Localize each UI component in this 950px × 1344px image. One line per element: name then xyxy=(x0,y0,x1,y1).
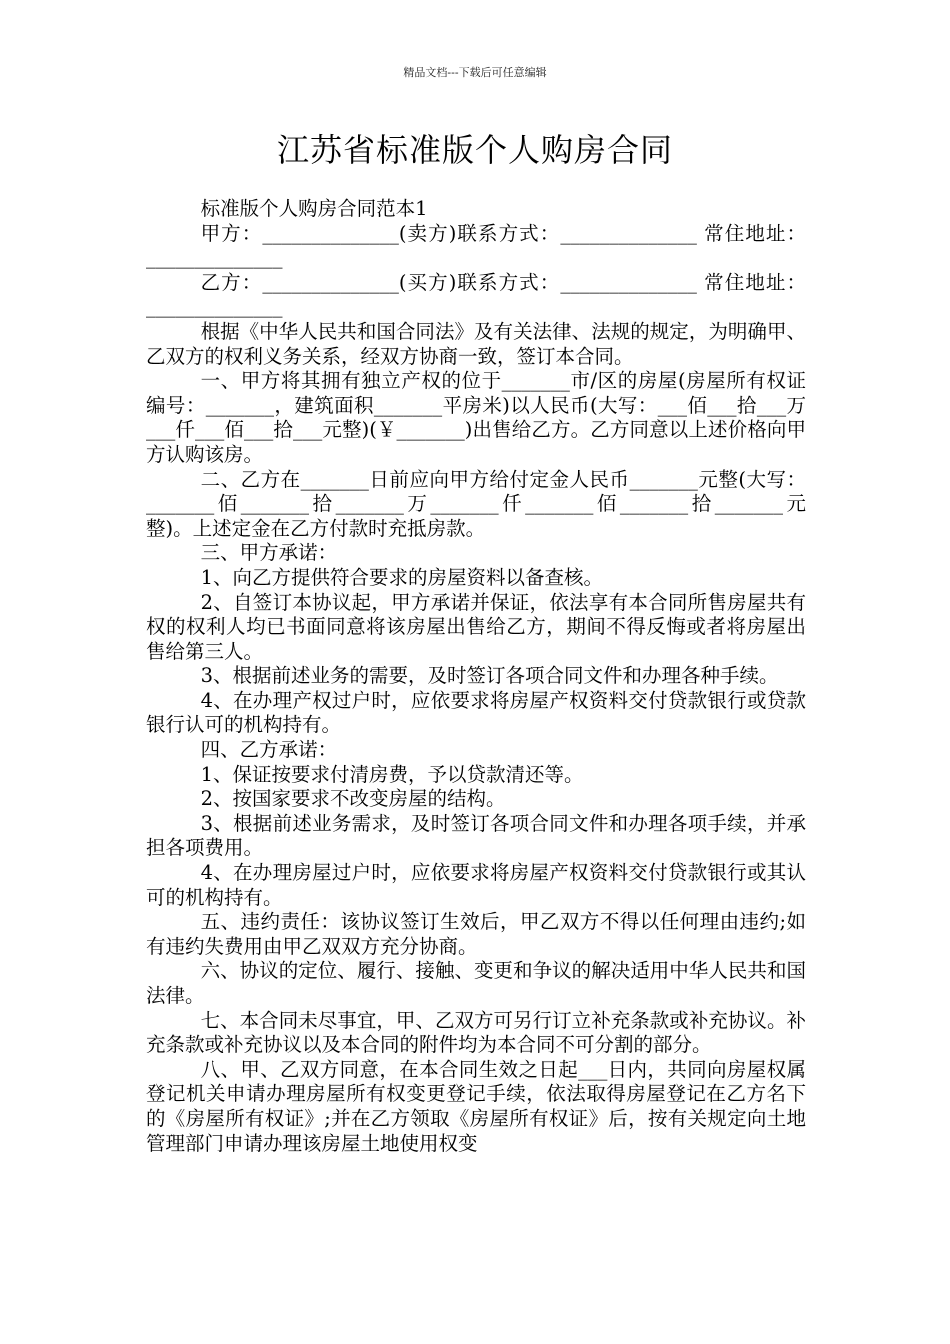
paragraph-clause-6: 六、协议的定位、履行、接触、变更和争议的解决适用中华人民共和国法律。 xyxy=(146,959,806,1007)
paragraph-clause-4-item-2: 2、按国家要求不改变房屋的结构。 xyxy=(200,787,506,811)
paragraph-clause-3-item-1: 1、向乙方提供符合要求的房屋资料以备查核。 xyxy=(200,565,604,589)
paragraph-party-a: 甲方：______________(卖方)联系方式：______________ 常住地址：______________ xyxy=(146,221,806,270)
paragraph-clause-4-heading: 四、乙方承诺： xyxy=(200,738,338,762)
paragraph-clause-3-item-4: 4、在办理产权过户时，应依要求将房屋产权资料交付贷款银行或贷款银行认可的机构持有。 xyxy=(146,688,806,737)
paragraph-clause-4-item-4: 4、在办理房屋过户时，应依要求将房屋产权资料交付贷款银行或其认可的机构持有。 xyxy=(146,861,806,909)
paragraph-clause-3-item-3: 3、根据前述业务的需要，及时签订各项合同文件和办理各种手续。 xyxy=(200,664,779,688)
paragraph-clause-4-item-3: 3、根据前述业务需求，及时签订各项合同文件和办理各项手续，并承担各项费用。 xyxy=(146,811,806,860)
paragraph-preamble: 根据《中华人民共和国合同法》及有关法律、法规的规定，为明确甲、乙双方的权利义务关系，经双方协商一致，签订本合同。 xyxy=(146,319,806,368)
paragraph-party-b: 乙方：______________(买方)联系方式：______________ 常住地址：______________ xyxy=(146,270,806,319)
paragraph-template-title: 标准版个人购房合同范本1 xyxy=(200,197,428,220)
paragraph-clause-5: 五、违约责任：该协议签订生效后，甲乙双方不得以任何理由违约;如有违约失费用由甲乙双双方充分协商。 xyxy=(146,910,806,958)
page-header-note: 精品文档---下载后可任意编辑 xyxy=(403,66,547,79)
document-body xyxy=(146,197,806,1156)
paragraph-clause-3-heading: 三、甲方承诺： xyxy=(200,541,338,565)
paragraph-clause-4-item-1: 1、保证按要求付清房费，予以贷款清还等。 xyxy=(200,762,584,786)
paragraph-clause-1: 一、甲方将其拥有独立产权的位于_______市/区的房屋(房屋所有权证编号：_______，建筑面积_______平房米)以人民币(大写：___佰___拾___万___仟___佰___拾___元整)(￥_______)出售给乙方。乙方同意以上述价格向甲方认购该房。 xyxy=(146,369,806,466)
paragraph-clause-2: 二、乙方在_______日前应向甲方给付定金人民币_______元整(大写：_______佰_______拾_______万_______仟_______佰_______拾_______元整)。上述定金在乙方付款时充抵房款。 xyxy=(146,467,806,540)
document-title: 江苏省标准版个人购房合同 xyxy=(276,131,673,169)
paragraph-clause-7: 七、本合同未尽事宜，甲、乙双方可另行订立补充条款或补充协议。补充条款或补充协议以及本合同的附件均为本合同不可分割的部分。 xyxy=(146,1008,806,1057)
paragraph-clause-8: 八、甲、乙双方同意，在本合同生效之日起___日内，共同向房屋权属登记机关申请办理房屋所有权变更登记手续，依法取得房屋登记在乙方名下的《房屋所有权证》;并在乙方领取《房屋所有权证》后，按有关规定向土地管理部门申请办理该房屋土地使用权变 xyxy=(146,1057,806,1155)
paragraph-clause-3-item-2: 2、自签订本协议起，甲方承诺并保证，依法享有本合同所售房屋共有权的权利人均已书面同意将该房屋出售给乙方，期间不得反悔或者将房屋出售给第三人。 xyxy=(146,590,806,663)
